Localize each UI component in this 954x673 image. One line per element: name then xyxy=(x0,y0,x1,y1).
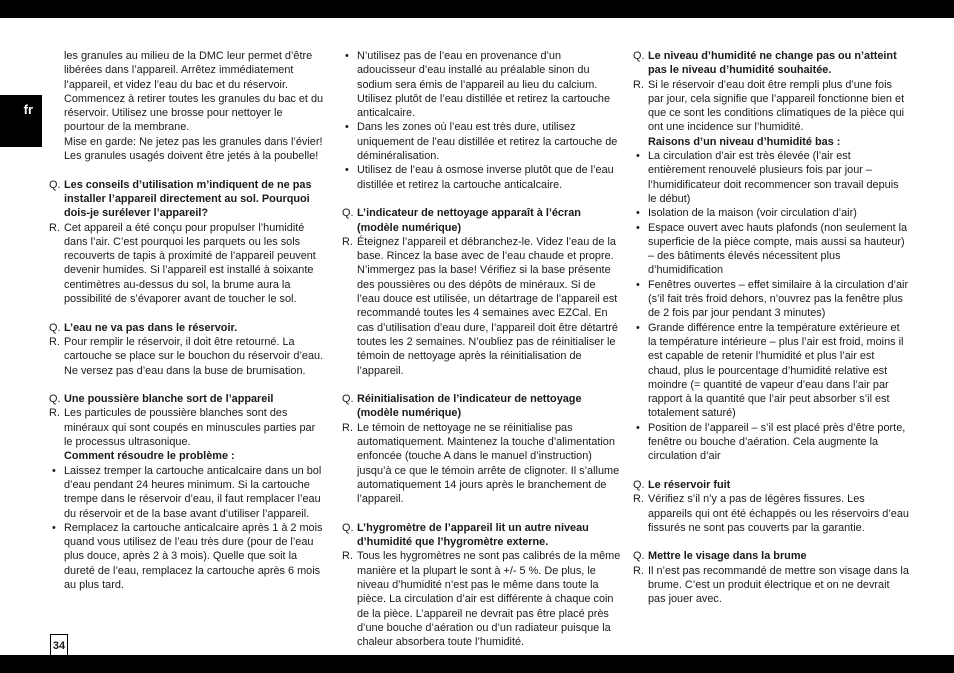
answer: R. Il n’est pas recommandé de mettre son visage dans la brume. C’est un produit électrique et on ne devrait pas jouer avec. xyxy=(633,564,909,606)
question: Q. Le niveau d’humidité ne change pas ou n’atteint pas le niveau d’humidité souhaitée. xyxy=(633,50,897,77)
answer: R. Le témoin de nettoyage ne se réinitialise pas automatiquement. Maintenez la touche d’alimentation enfoncée (touche A dans le manuel d’instruction) jusqu’à ce que le témoin arrête de clignoter. Il s’allume automatiquement 14 jours après le branchement de l’appareil. xyxy=(342,421,620,506)
question: Q. Le réservoir fuit xyxy=(633,478,731,491)
answer: R. Vérifiez s’il n’y a pas de légères fissures. Les appareils qui ont été échappés ou les réservoirs d’eau fissurés ne sont pas couverts par la garantie. xyxy=(633,493,909,534)
question: Q. L’eau ne va pas dans le réservoir. xyxy=(49,321,238,334)
language-tab: fr xyxy=(0,95,42,147)
column-3 xyxy=(632,49,910,607)
question: Q. Mettre le visage dans la brume xyxy=(633,550,807,563)
answer: R. Cet appareil a été conçu pour propulser l’humidité dans l’air. C’est pourquoi les parquets ou les sols recouverts de tapis à proximité de l’appareil peuvent devenir humides. Si l’appareil est installé à soixante centimètres au-dessus du sol, la brume aura la possibilité de s’évaporer avant de toucher le sol. xyxy=(49,221,316,306)
list-item: • Utilisez de l’eau à osmose inverse plutôt que de l’eau distillée et retirez la cartouche anticalcaire. xyxy=(341,163,621,192)
bottom-bar xyxy=(0,655,954,673)
reasons-heading: Raisons d’un niveau d’humidité bas : xyxy=(648,135,841,148)
column-1 xyxy=(48,49,326,592)
list-item: • Laissez tremper la cartouche anticalcaire dans un bol d’eau pendant 24 heures minimum. Si la cartouche trempe dans le réservoir d’eau, il faut remplacer l’eau du réservoir et de la base avant d’utiliser l’appareil. xyxy=(48,464,326,521)
list-item: • Isolation de la maison (voir circulation d’air) xyxy=(632,206,910,220)
question: Q. L’hygromètre de l’appareil lit un autre niveau d’humidité que l’hygromètre externe. xyxy=(342,521,589,549)
top-bar xyxy=(0,0,954,18)
question: Q. L’indicateur de nettoyage apparaît à l’écran (modèle numérique) xyxy=(342,207,581,234)
question: Q. Une poussière blanche sort de l’appareil xyxy=(49,393,274,406)
list-item: • Fenêtres ouvertes – effet similaire à la circulation d’air (s’il fait très froid dehors, n’ouvrez pas la fenêtre plus de 2 fois par jour pendant 3 minutes) xyxy=(632,278,910,321)
column-2 xyxy=(341,49,621,649)
question: Q. Les conseils d’utilisation m’indiquent de ne pas installer l’appareil directement au sol. Pourquoi dois-je surélever l’appareil? xyxy=(49,178,312,220)
solve-list xyxy=(48,464,326,593)
list-item: • Remplacez la cartouche anticalcaire après 1 à 2 mois quand vous utilisez de l’eau très dure (pour de l’eau plus douce, après 2 à 3 mois). Quelle que soit la dureté de l’eau, remplacez la cartouche après 6 mois au plus tard. xyxy=(48,521,326,592)
question: Q. Réinitialisation de l’indicateur de nettoyage (modèle numérique) xyxy=(342,393,582,420)
list-item: • N’utilisez pas de l’eau en provenance d’un adoucisseur d’eau installé au préalable sinon du sodium sera émis de l’appareil au lieu du calcium. Utilisez plutôt de l’eau distillée et retirez la cartouche anticalcaire. xyxy=(341,49,621,120)
answer: R. Éteignez l’appareil et débranchez-le. Videz l’eau de la base. Rincez la base avec de l’eau chaude et propre. N’immergez pas la base! Vérifiez si la base présente des poussières ou des dépôts de minéraux. Si de l’eau douce est utilisée, un détartrage de l’appareil est recommandé toutes les 4 semaines avec EZCal. En cas d’utilisation d’eau dure, l’appareil doit être détartré toutes les 2 semaines. N’oubliez pas de réinitialiser le témoin de nettoyage après la réinitialisation de l’appareil. xyxy=(342,235,618,377)
answer: R. Pour remplir le réservoir, il doit être retourné. La cartouche se place sur le bouchon du réservoir d’eau. Ne versez pas d’eau dans la buse de brumisation. xyxy=(49,335,324,377)
intro-block xyxy=(48,49,326,163)
list-item: • Grande différence entre la température extérieure et la température intérieure – plus l’air est froid, moins il est capable de retenir l’humidité et plus l’air est chaud, plus le pourcentage d’humidité relative est moindre (= quantité de vapeur d’eau dans l’air par rapport à la quantité que l’air peut absorber s’il est totalement saturé) xyxy=(632,321,910,421)
list-item: • Dans les zones où l’eau est très dure, utilisez uniquement de l’eau distillée et retirez la cartouche de déminéralisation. xyxy=(341,120,621,163)
answer: R. Si le réservoir d’eau doit être rempli plus d’une fois par jour, cela signifie que l’appareil fonctionne bien et que ce sont les conditions climatiques de la pièce qui ont une incidence sur l’humidité. xyxy=(633,78,905,134)
solve-heading: Comment résoudre le problème : xyxy=(64,450,235,463)
list-item: • La circulation d’air est très élevée (l’air est entièrement renouvelé plusieurs fois par jour – l’humidificateur doit recommencer son travail depuis le début) xyxy=(632,149,910,206)
page-number: 34 xyxy=(50,634,68,655)
reasons-list xyxy=(632,149,910,464)
water-list xyxy=(341,49,621,192)
answer: R. Les particules de poussière blanches sont des minéraux qui sont coupés en minuscules parties par le processus ultrasonique. xyxy=(49,407,316,449)
list-item: • Position de l’appareil – s’il est placé près d’être porte, fenêtre ou bouche d’aération. Cela augmente la circulation d’air xyxy=(632,421,910,464)
list-item: • Espace ouvert avec hauts plafonds (non seulement la superficie de la pièce compte, mais aussi sa hauteur) – des bâtiments élevés nécessitent plus d’humidification xyxy=(632,221,910,278)
intro-text: les granules au milieu de la DMC leur permet d’être libérées dans l’appareil. Arrêtez immédiatement l’appareil, et videz l’eau du bac et du réservoir. Commencez à retirer toutes les granules du bac et du réservoir. Utilisez une brosse pour nettoyer le pourtour de la membrane. xyxy=(64,50,324,134)
answer: R. Tous les hygromètres ne sont pas calibrés de la même manière et la plupart le sont à +/- 5 %. De plus, le niveau d’humidité n’est pas le même dans toute la pièce. La circulation d’air est différente à chaque coin de la pièce. L’appareil ne devrait pas être placé près d’une bouche d’aération ou d’un radiateur puisque la chaleur absorbera toute l’humidité. xyxy=(342,550,621,649)
intro-warning: Mise en garde: Ne jetez pas les granules dans l’évier! Les granules usagés doivent être jetés à la poubelle! xyxy=(64,135,323,163)
